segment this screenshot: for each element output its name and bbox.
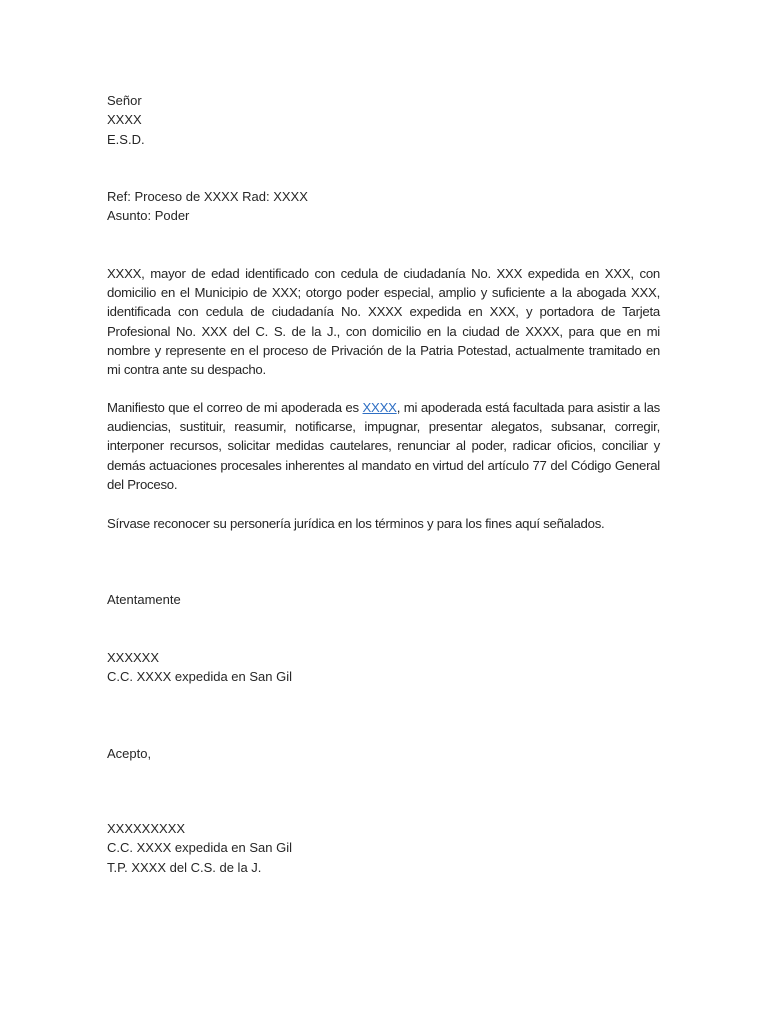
reference-line: Ref: Proceso de XXXX Rad: XXXX xyxy=(107,189,308,204)
attorney-tp: T.P. XXXX del C.S. de la J. xyxy=(107,859,262,875)
grantor-signature-block xyxy=(107,648,660,687)
salutation: Señor xyxy=(107,93,142,108)
body-paragraph-3: Sírvase reconocer su personería jurídica en los términos y para los fines aquí señalados. xyxy=(107,516,605,531)
acceptance-block xyxy=(107,744,660,763)
p2-text-after: , mi apoderada está facultada para asistir a las audiencias, sustituir, reasumir, notificarse, impugnar, presentar alegatos, subsanar, corregir, interponer recursos, solicitar medidas cautelares, renunciar al poder, radicar oficios, conciliar y demás actuaciones procesales inherentes al mandato en virtud del artículo 77 del Código General del Proceso. xyxy=(107,400,660,492)
grantor-name: XXXXXX xyxy=(107,650,160,665)
addressee-esd: E.S.D. xyxy=(107,131,145,147)
addressee-block xyxy=(107,91,660,149)
body-paragraph-1: XXXX, mayor de edad identificado con cedula de ciudadanía No. XXX expedida en XXX, con domicilio en el Municipio de XXX; otorgo poder especial, amplio y suficiente a la abogada XXX, identificada con cedula de ciudadanía No. XXXX expedida en XXX, y portadora de Tarjeta Profesional No. XXX del C. S. de la J., con domicilio en la ciudad de XXXX, para que en mi nombre y represente en el proceso de Privación de la Patria Potestad, actualmente tramitado en mi contra ante su despacho. xyxy=(107,266,660,378)
attorney-signature-block xyxy=(107,819,660,877)
acceptance-text: Acepto, xyxy=(107,746,152,761)
attorney-name: XXXXXXXXX xyxy=(107,821,186,836)
email-link[interactable]: XXXX xyxy=(362,400,397,415)
attorney-id: C.C. XXXX expedida en San Gil xyxy=(107,840,292,856)
reference-block xyxy=(107,187,660,226)
subject-line: Asunto: Poder xyxy=(107,208,190,224)
grantor-id: C.C. XXXX expedida en San Gil xyxy=(107,669,292,685)
closing-text: Atentamente xyxy=(107,592,181,607)
closing-block xyxy=(107,590,660,609)
addressee-name: XXXX xyxy=(107,112,142,128)
body-paragraph-2 xyxy=(107,398,660,494)
p2-text-before: Manifiesto que el correo de mi apoderada es xyxy=(107,400,363,415)
